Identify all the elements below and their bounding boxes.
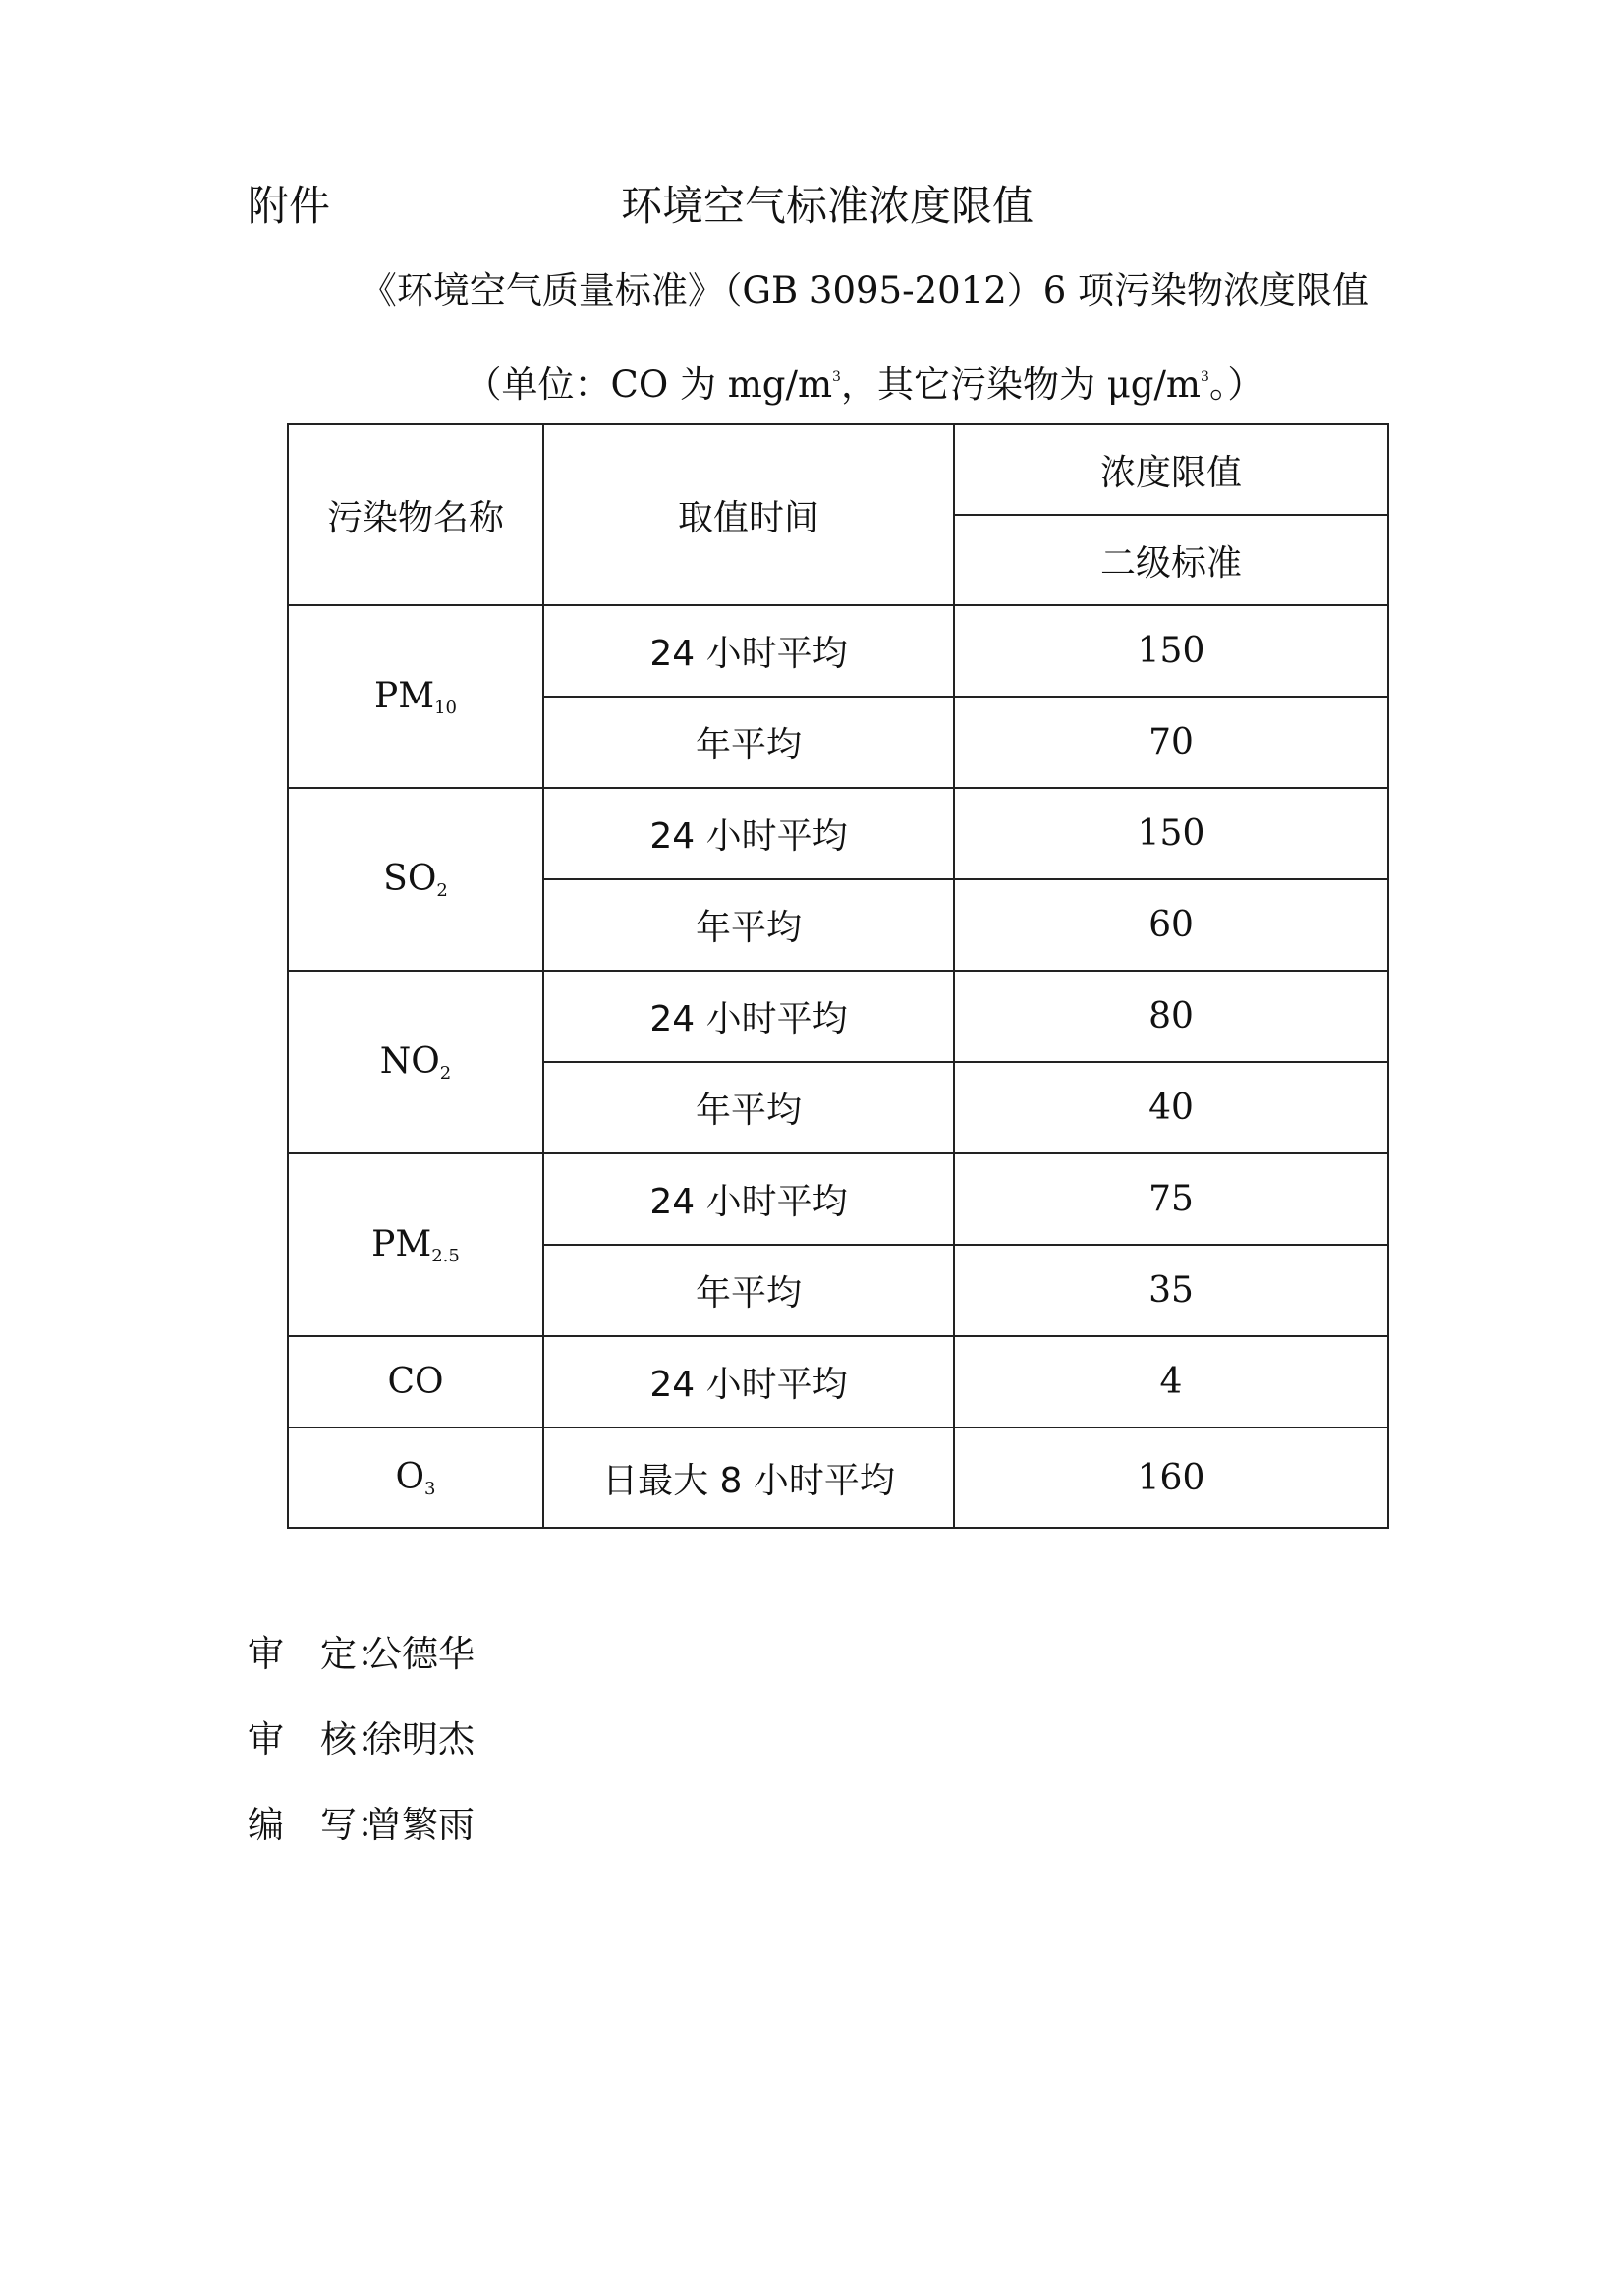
period-cell: 年平均 — [543, 879, 954, 971]
value-cell: 4 — [954, 1336, 1388, 1428]
unit-note-suffix: 。） — [1208, 364, 1264, 406]
header-grade: 二级标准 — [954, 515, 1388, 605]
period-cell: 日最大 8 小时平均 — [543, 1428, 954, 1528]
period-cell: 24 小时平均 — [543, 1153, 954, 1245]
period-cell: 24 小时平均 — [543, 971, 954, 1062]
table-row — [288, 1153, 1388, 1245]
pollutant-cell — [288, 1153, 543, 1336]
header-limit: 浓度限值 — [954, 424, 1388, 515]
table-row — [288, 788, 1388, 879]
table-row — [288, 971, 1388, 1062]
pollutant-subscript: 2 — [439, 1062, 452, 1084]
attachment-label: 附件 — [248, 182, 331, 230]
value-cell: 75 — [954, 1153, 1388, 1245]
value-cell: 80 — [954, 971, 1388, 1062]
period-cell: 年平均 — [543, 697, 954, 788]
unit-superscript: 3 — [832, 369, 841, 385]
unit-note-middle: ，其它污染物为 μg/m — [840, 364, 1202, 406]
pollutant-subscript: 2.5 — [431, 1245, 460, 1266]
standard-subtitle: 《环境空气质量标准》（GB 3095-2012）6 项污染物浓度限值 — [360, 269, 1370, 311]
pollutant-subscript: 3 — [424, 1478, 436, 1499]
value-cell: 35 — [954, 1245, 1388, 1336]
pollutant-name: CO — [387, 1362, 444, 1402]
period-cell: 年平均 — [543, 1245, 954, 1336]
value-cell: 150 — [954, 788, 1388, 879]
pollutant-subscript: 2 — [436, 879, 448, 901]
pollutant-cell — [288, 605, 543, 788]
value-cell: 60 — [954, 879, 1388, 971]
signoff-role: 审 核： — [248, 1718, 393, 1761]
signoff-name: 徐明杰 — [365, 1718, 475, 1761]
pollutant-name: NO — [379, 1040, 440, 1082]
signoff-role: 审 定： — [248, 1633, 393, 1675]
unit-note-prefix: （单位：CO 为 mg/m — [465, 364, 833, 406]
signoff-role: 编 写： — [248, 1804, 393, 1846]
pollutant-name: PM — [371, 1223, 432, 1264]
header-pollutant: 污染物名称 — [288, 424, 543, 605]
period-cell: 24 小时平均 — [543, 788, 954, 879]
pollutant-cell — [288, 1428, 543, 1528]
value-cell: 40 — [954, 1062, 1388, 1153]
pollutant-subscript: 10 — [434, 697, 457, 718]
period-cell: 24 小时平均 — [543, 605, 954, 697]
unit-note — [344, 352, 1385, 411]
signoff-approve — [248, 1629, 475, 1680]
value-cell: 70 — [954, 697, 1388, 788]
table-header-row — [288, 424, 1388, 515]
signoff-name: 公德华 — [365, 1633, 475, 1675]
period-cell: 年平均 — [543, 1062, 954, 1153]
signoff-review — [248, 1714, 475, 1765]
period-cell: 24 小时平均 — [543, 1336, 954, 1428]
table-row — [288, 1428, 1388, 1528]
page-title: 环境空气标准浓度限值 — [621, 182, 1035, 230]
header-time: 取值时间 — [543, 424, 954, 605]
limits-table — [287, 423, 1389, 1529]
signoff-name: 曾繁雨 — [365, 1804, 475, 1846]
value-cell: 150 — [954, 605, 1388, 697]
pollutant-name: SO — [383, 858, 437, 899]
signoff-write — [248, 1800, 475, 1851]
pollutant-cell — [288, 971, 543, 1153]
pollutant-name: O — [395, 1456, 425, 1497]
value-cell: 160 — [954, 1428, 1388, 1528]
table-row — [288, 605, 1388, 697]
pollutant-name: PM — [374, 675, 435, 716]
table-row — [288, 1336, 1388, 1428]
pollutant-cell — [288, 1336, 543, 1428]
pollutant-cell — [288, 788, 543, 971]
unit-superscript: 3 — [1201, 369, 1209, 385]
